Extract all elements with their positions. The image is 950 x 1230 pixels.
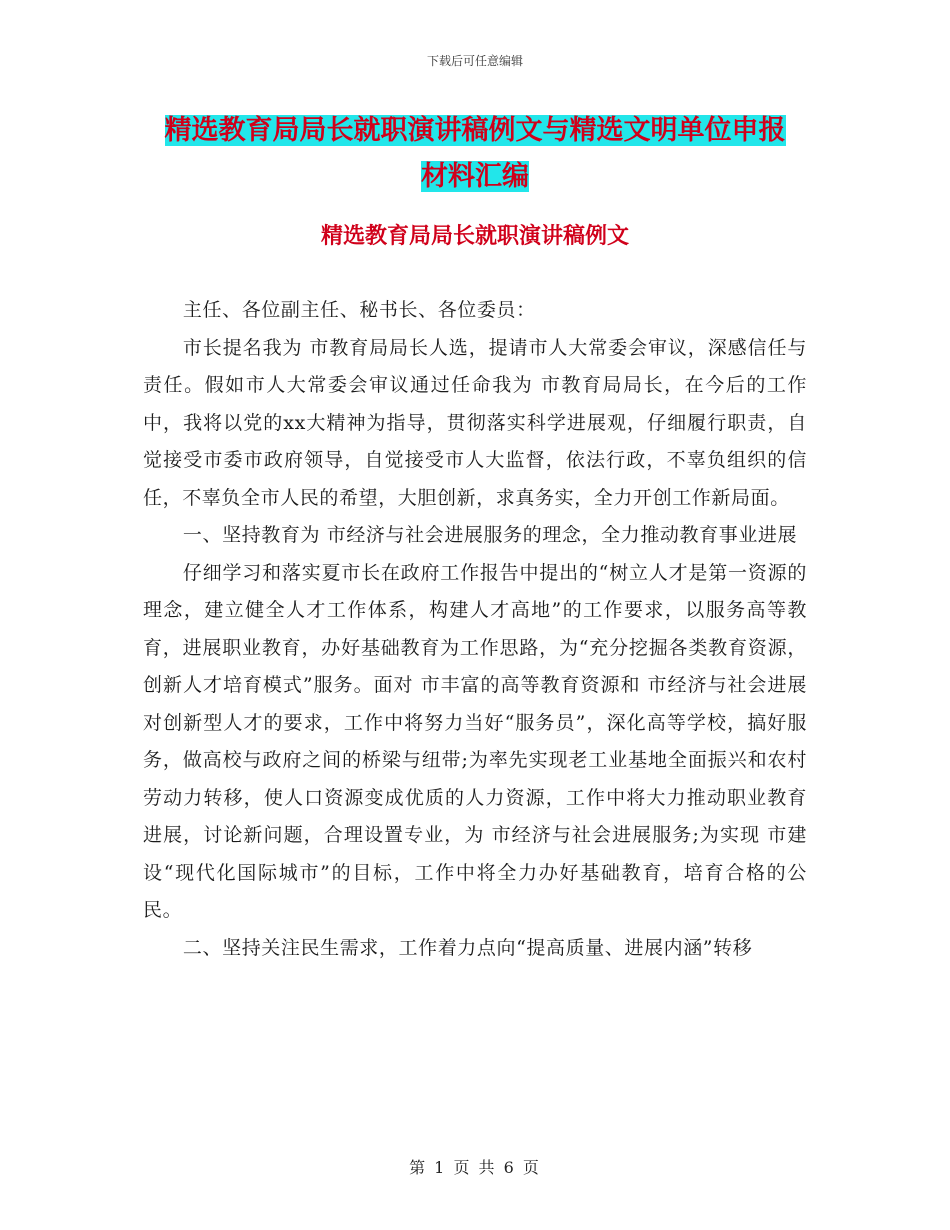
section-title: 精选教育局局长就职演讲稿例文 [320, 224, 629, 249]
document-title [60, 108, 890, 200]
page-header-note: 下载后可任意编辑 [426, 54, 523, 68]
body-paragraph: 市长提名我为 市教育局局长人选，提请市人大常委会审议，深感信任与责任。假如市人大常委会审议通过任命我为 市教育局局长，在今后的工作中，我将以党的xx大精神为指导，贯彻落实科学进展观，仔细履行职责，自觉接受市委市政府领导，自觉接受市人大监督，依法行政，不辜负组织的信任，不辜负全市人民的希望，大胆创新，求真务实，全力开创工作新局面。 [143, 336, 807, 509]
document-body [143, 292, 807, 967]
body-paragraph: 仔细学习和落实夏市长在政府工作报告中提出的“树立人才是第一资源的理念，建立健全人才工作体系，构建人才高地”的工作要求，以服务高等教育，进展职业教育，办好基础教育为工作思路，为“充分挖掘各类教育资源，创新人才培育模式”服务。面对 市丰富的高等教育资源和 市经济与社会进展对创新型人才的要求，工作中将努力当好“服务员”，深化高等学校，搞好服务，做高校与政府之间的桥梁与纽带;为率先实现老工业基地全面振兴和农村劳动力转移，使人口资源变成优质的人力资源，工作中将大力推动职业教育进展，讨论新问题，合理设置专业，为 市经济与社会进展服务;为实现 市建设“现代化国际城市”的目标，工作中将全力办好基础教育，培育合格的公民。 [143, 561, 807, 921]
section-heading-1: 一、坚持教育为 市经济与社会进展服务的理念，全力推动教育事业进展 [182, 524, 798, 546]
document-title-line-2: 材料汇编 [421, 161, 529, 192]
page-number: 第 1 页 共 6 页 [409, 1158, 541, 1177]
section-heading-2: 二、坚持关注民生需求，工作着力点向“提高质量、进展内涵”转移 [182, 936, 753, 959]
salutation: 主任、各位副主任、秘书长、各位委员： [182, 299, 536, 321]
document-title-line-1: 精选教育局局长就职演讲稿例文与精选文明单位申报 [164, 115, 786, 146]
